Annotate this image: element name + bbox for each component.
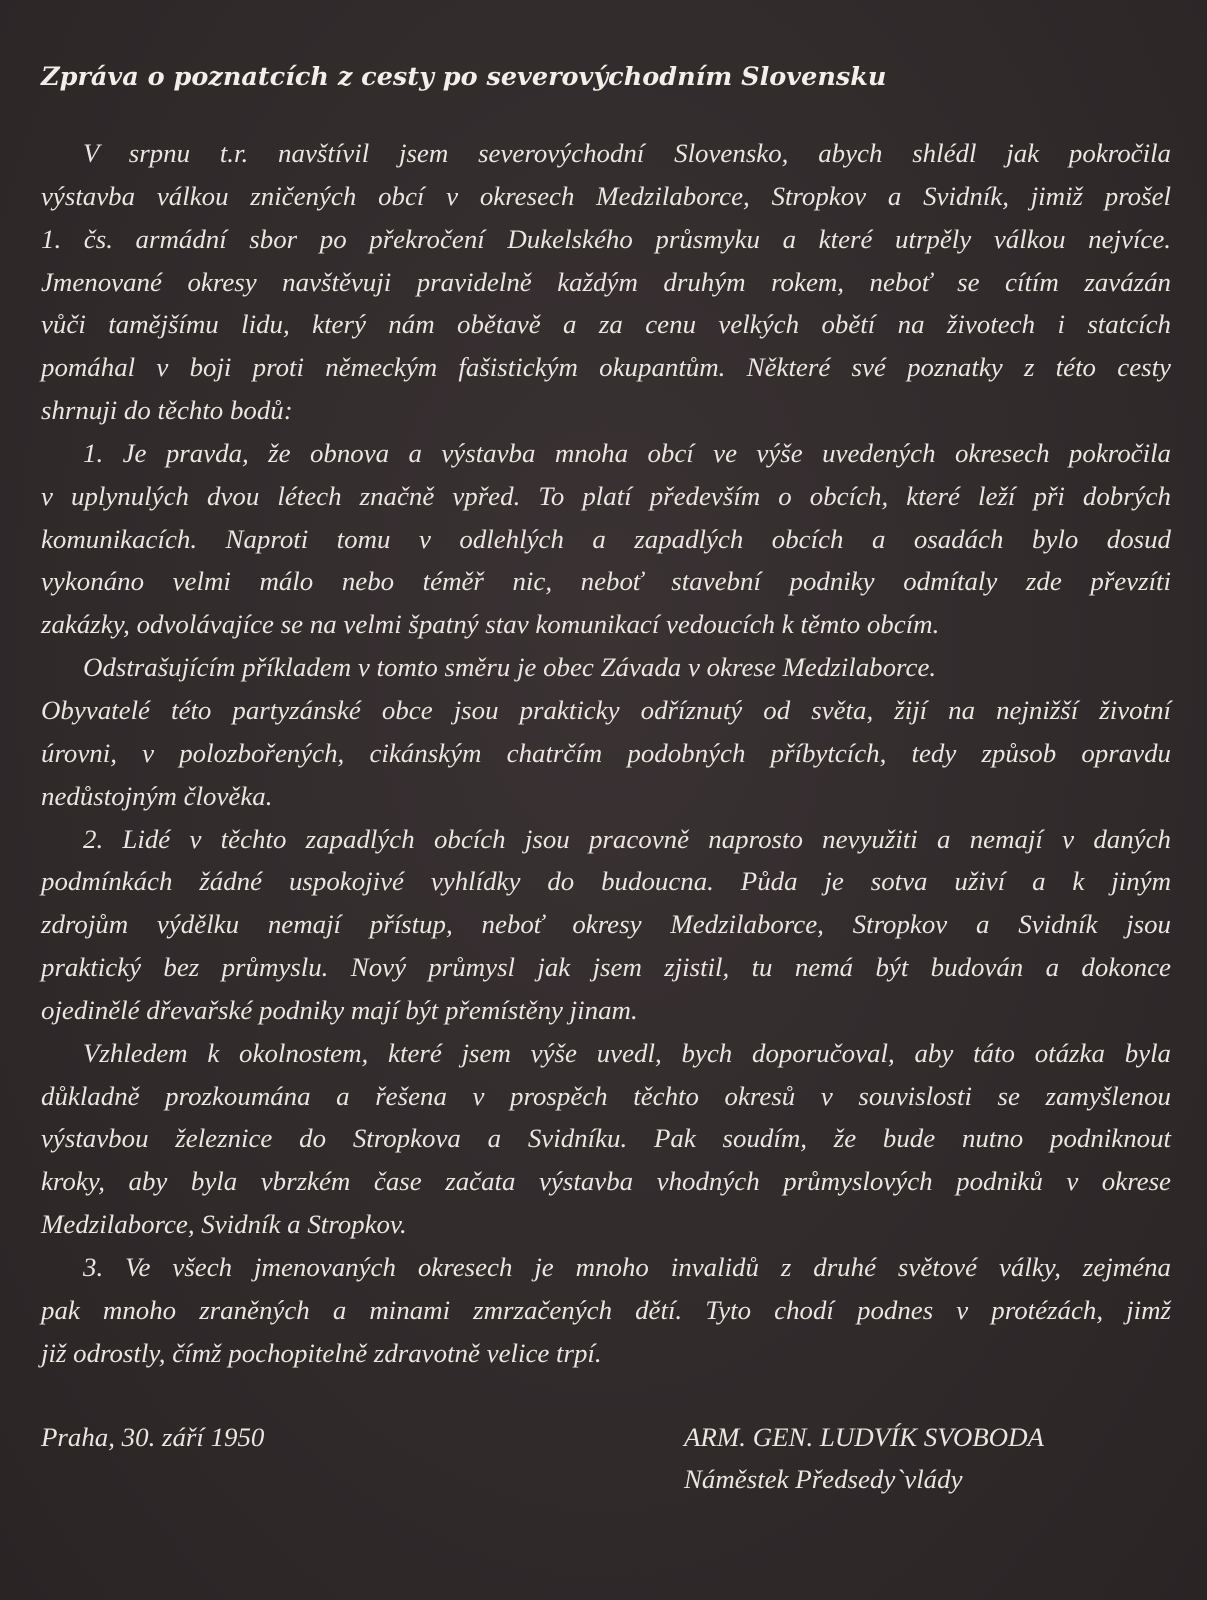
text-line: již odrostly, čímž pochopitelně zdravotně velice trpí.	[41, 1337, 602, 1368]
text-line: 1. Je pravda, že obnova a výstavba mnoha obcí ve výše uvedených okresech pokročila	[83, 437, 1171, 468]
text-line: vykonáno velmi málo nebo téměř nic, neboť stavební podniky odmítaly zde převzíti	[41, 566, 1171, 597]
text-line: Obyvatelé této partyzánské obce jsou prakticky odříznutý od světa, žijí na nejnižší životní	[41, 694, 1171, 725]
text-line: zakázky, odvolávajíce se na velmi špatný stav komunikací vedoucích k těmto obcím.	[41, 609, 940, 640]
text-line: vůči tamějšímu lidu, který nám obětavě a za cenu velkých obětí na životech i statcích	[41, 309, 1171, 340]
text-line: shrnuji do těchto bodů:	[41, 395, 293, 426]
text-line: 1. čs. armádní sbor po překročení Dukelského průsmyku a které utrpěly válkou nejvíce.	[41, 223, 1171, 254]
document-page	[41, 60, 1171, 1374]
text-line: důkladně prozkoumána a řešena v prospěch těchto okresů v souvislosti se zamyšlenou	[41, 1080, 1171, 1111]
text-line: nedůstojným člověka.	[41, 780, 273, 811]
text-line: Medzilaborce, Svidník a Stropkov.	[41, 1209, 407, 1240]
text-line: ojedinělé dřevařské podniky mají být přemístěny jinam.	[41, 994, 638, 1025]
text-line: Jmenované okresy navštěvuji pravidelně každým druhým rokem, neboť se cítím zavázán	[41, 266, 1171, 297]
text-line: 2. Lidé v těchto zapadlých obcích jsou pracovně naprosto nevyužiti a nemají v daných	[83, 823, 1171, 854]
text-line: zdrojům výdělku nemají přístup, neboť okresy Medzilaborce, Stropkov a Svidník jsou	[41, 909, 1171, 940]
text-line: praktický bez průmyslu. Nový průmysl jak jsem zjistil, tu nemá být budován a dokonce	[41, 952, 1171, 983]
text-line: pomáhal v boji proti německým fašistickým okupantům. Některé své poznatky z této cesty	[41, 352, 1171, 383]
signature-name: ARM. GEN. LUDVÍK SVOBODA	[684, 1422, 1044, 1452]
text-line: podmínkách žádné uspokojivé vyhlídky do budoucna. Půda je sotva uživí a k jiným	[41, 866, 1171, 897]
text-line: Odstrašujícím příkladem v tomto směru je obec Závada v okrese Medzilaborce.	[83, 652, 937, 683]
text-line: V srpnu t.r. navštívil jsem severovýchodní Slovensko, abych shlédl jak pokročila	[83, 138, 1171, 168]
text-line: Vzhledem k okolnostem, které jsem výše uvedl, bych doporučoval, aby táto otázka byla	[83, 1037, 1171, 1068]
place-date: Praha, 30. září 1950	[41, 1422, 265, 1452]
document-body	[41, 132, 1171, 1374]
text-line: komunikacích. Naproti tomu v odlehlých a zapadlých obcích a osadách bylo dosud	[41, 523, 1171, 554]
signature-title: Náměstek Předsedy`vlády	[684, 1464, 963, 1494]
text-line: v uplynulých dvou létech značně vpřed. To platí především o obcích, které leží při dobrých	[41, 480, 1171, 511]
text-line: výstavbou železnice do Stropkova a Svidníku. Pak soudím, že bude nutno podniknout	[41, 1123, 1171, 1154]
text-line: 3. Ve všech jmenovaných okresech je mnoho invalidů z druhé světové války, zejména	[83, 1251, 1171, 1282]
signature-block	[684, 1416, 1044, 1500]
document-title: Zpráva o poznatcích z cesty po severovýchodním Slovensku	[41, 62, 887, 92]
text-line: výstavba válkou zničených obcí v okresech Medzilaborce, Stropkov a Svidník, jimiž prošel	[41, 180, 1171, 211]
text-line: kroky, aby byla vbrzkém čase začata výstavba vhodných průmyslových podniků v okrese	[41, 1166, 1171, 1197]
text-line: úrovni, v polozbořených, cikánským chatrčím podobných příbytcích, tedy způsob opravdu	[41, 737, 1171, 768]
text-line: pak mnoho zraněných a minami zmrzačených dětí. Tyto chodí podnes v protézách, jimž	[41, 1294, 1171, 1325]
